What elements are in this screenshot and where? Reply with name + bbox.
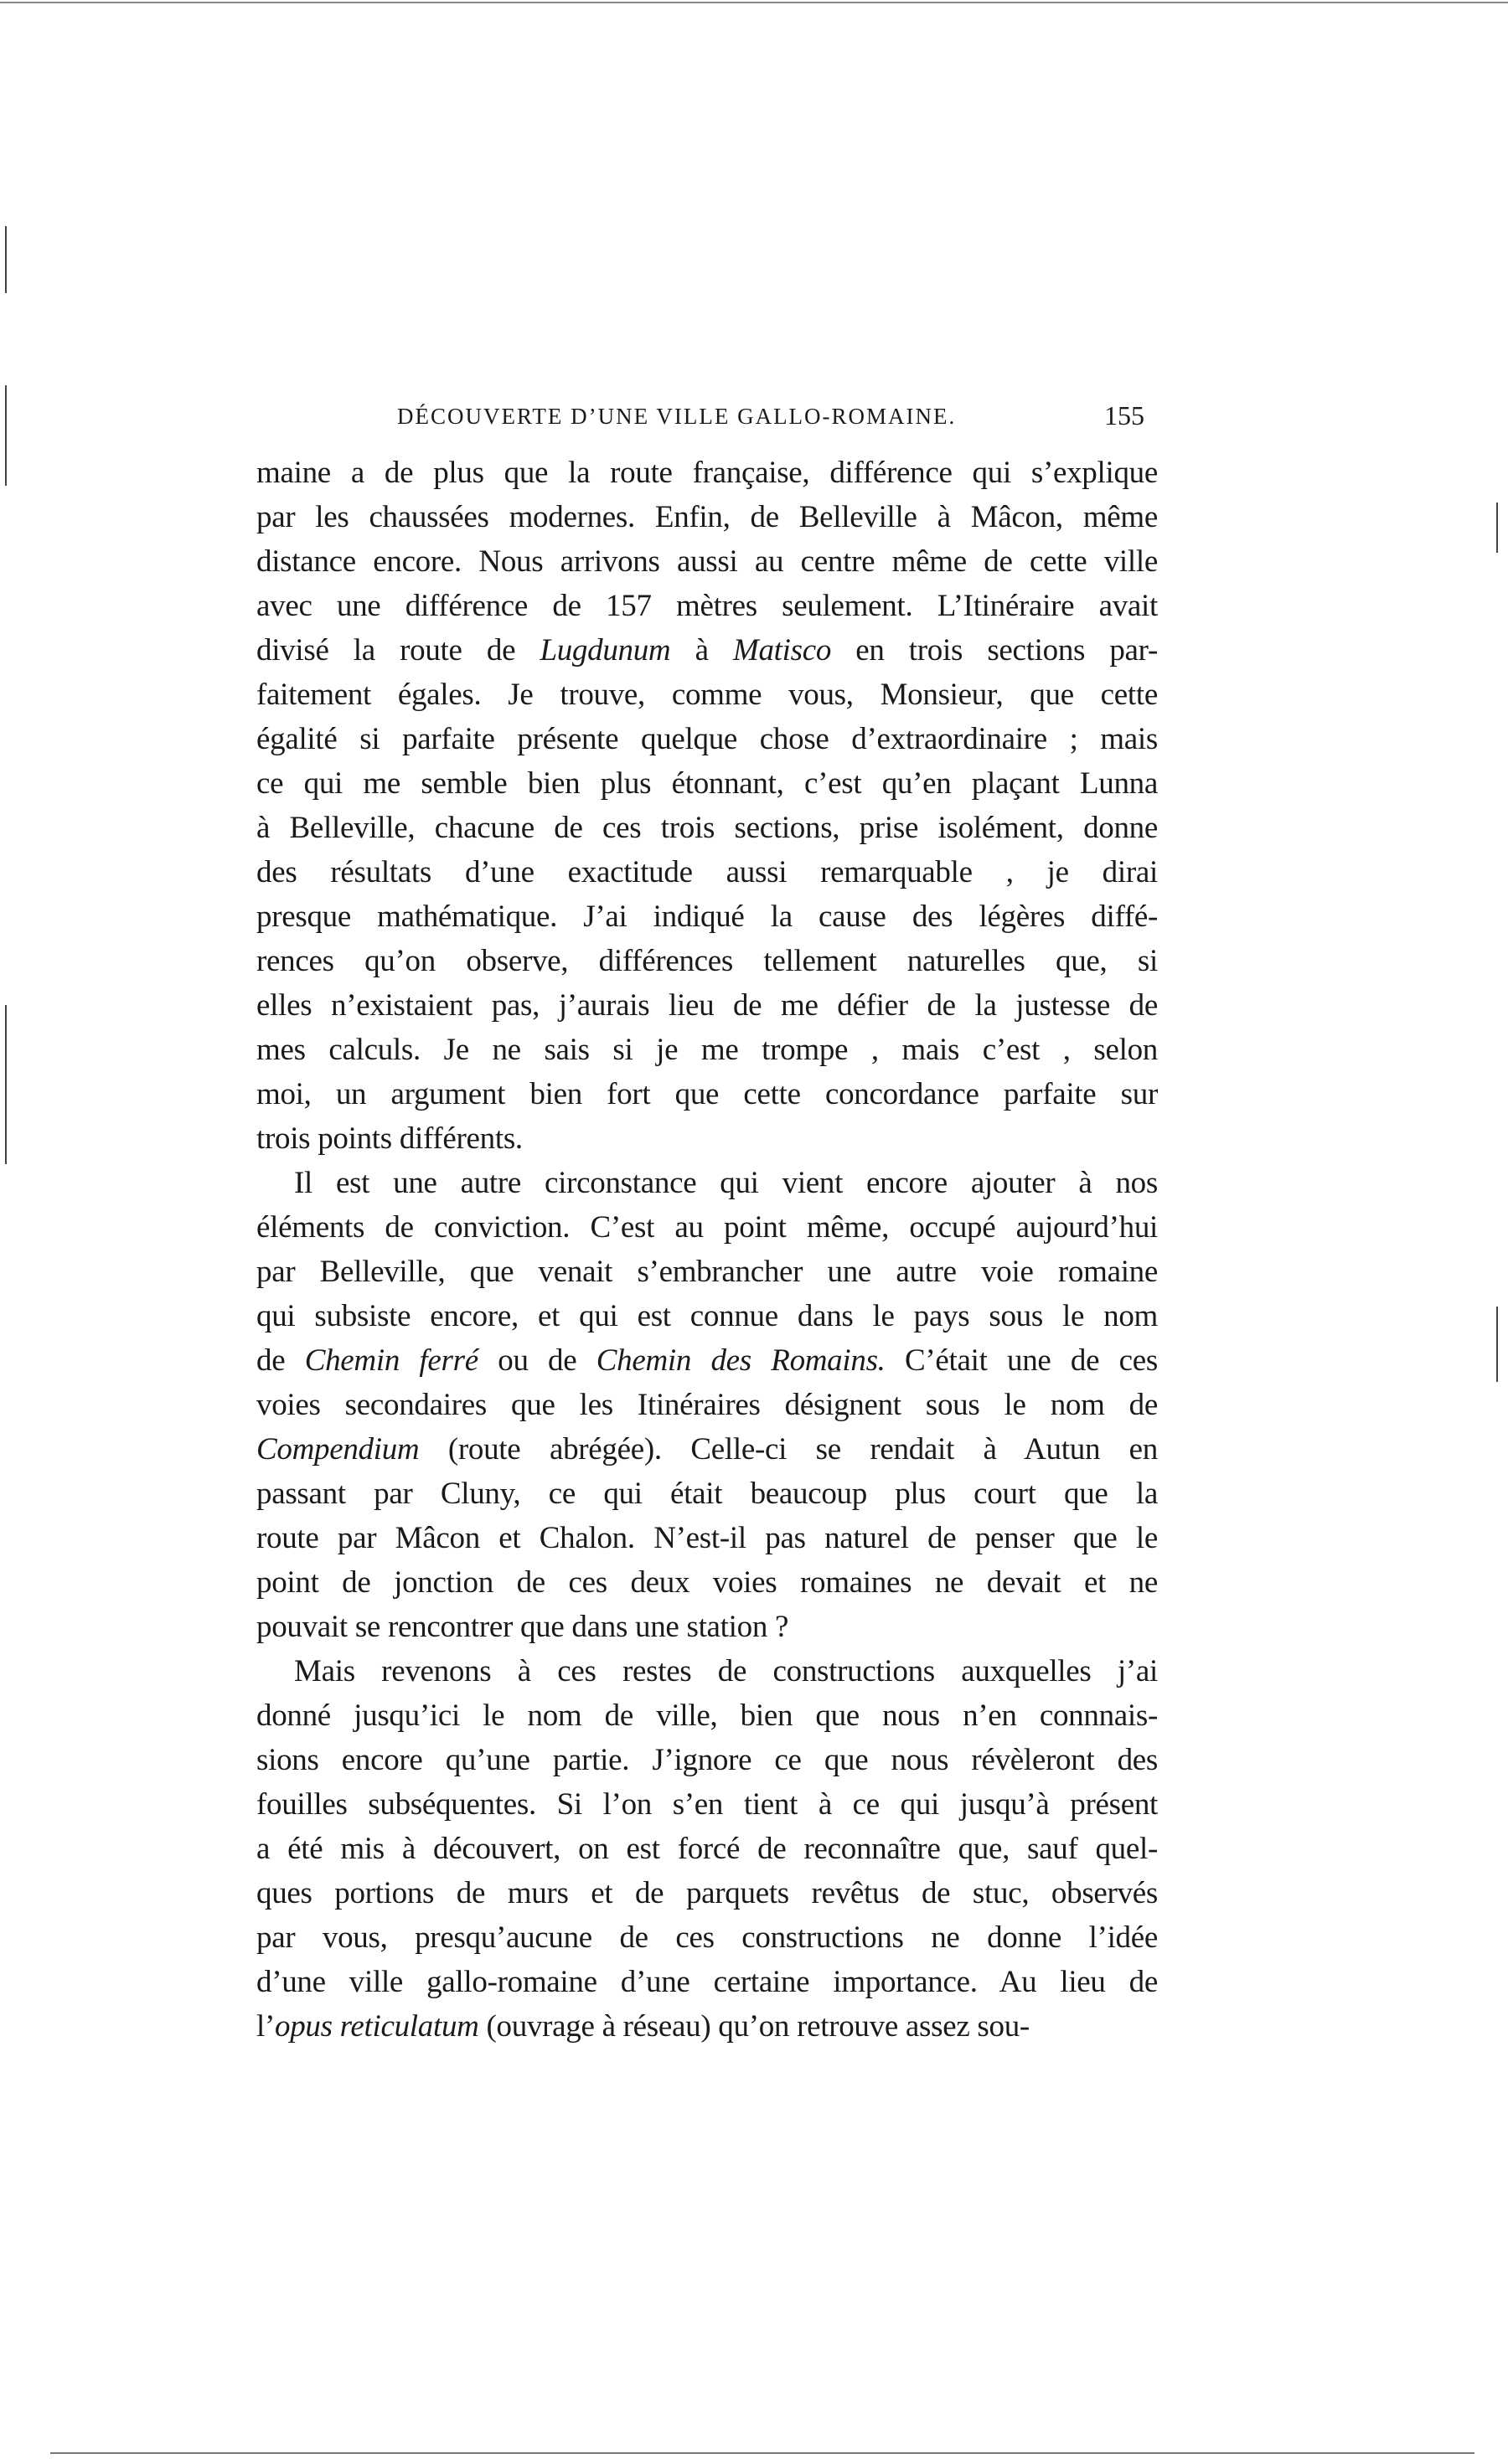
text-segment: (route abrégée). Celle-ci se rendait à Autun en: [419, 1432, 1158, 1467]
text-line: [256, 1383, 1158, 1427]
text-line: [256, 939, 1158, 983]
text-segment: par les chaussées modernes. Enfin, de Belleville à Mâcon, même: [256, 500, 1158, 534]
text-segment: avec une différence de 157 mètres seulement. L’Itinéraire avait: [256, 589, 1158, 623]
text-segment: rences qu’on observe, différences tellement naturelles que, si: [256, 944, 1158, 978]
text-segment: divisé la route de: [256, 633, 540, 668]
text-segment: sions encore qu’une partie. J’ignore ce que nous révèleront des: [256, 1743, 1158, 1777]
text-segment: ce qui me semble bien plus étonnant, c’est qu’en plaçant Lunna: [256, 766, 1158, 801]
text-segment: ques portions de murs et de parquets revêtus de stuc, observés: [256, 1876, 1158, 1910]
italic-text: Chemin des Romains.: [596, 1343, 886, 1378]
text-line: [256, 1427, 1158, 1472]
text-segment: Il est une autre circonstance qui vient encore ajouter à nos: [294, 1166, 1158, 1200]
text-segment: Mais revenons à ces restes de constructions auxquelles j’ai: [294, 1654, 1158, 1688]
text-segment: éléments de conviction. C’est au point même, occupé aujourd’hui: [256, 1210, 1158, 1245]
text-line: [256, 1871, 1158, 1915]
text-segment: faitement égales. Je trouve, comme vous, Monsieur, que cette: [256, 678, 1158, 712]
text-line: [256, 1116, 1158, 1161]
scan-top-edge: [0, 2, 1508, 3]
text-segment: trois points différents.: [256, 1121, 523, 1156]
text-segment: elles n’existaient pas, j’aurais lieu de me défier de la justesse de: [256, 988, 1158, 1023]
text-segment: passant par Cluny, ce qui était beaucoup plus court que la: [256, 1477, 1158, 1511]
text-line: [256, 1827, 1158, 1871]
page-number: 155: [1104, 400, 1144, 430]
text-segment: maine a de plus que la route française, différence qui s’explique: [256, 456, 1158, 490]
text-line: [256, 1560, 1158, 1605]
text-segment: mes calculs. Je ne sais si je me trompe , mais c’est , selon: [256, 1033, 1158, 1067]
scan-bottom-edge: [50, 2452, 1474, 2454]
text-line: [256, 1472, 1158, 1516]
text-segment: moi, un argument bien fort que cette concordance parfaite sur: [256, 1077, 1158, 1111]
text-segment: fouilles subséquentes. Si l’on s’en tient à ce qui jusqu’à présent: [256, 1787, 1158, 1822]
text-line: [256, 495, 1158, 539]
scan-right-mark: [1496, 503, 1498, 553]
text-segment: par vous, presqu’aucune de ces constructions ne donne l’idée: [256, 1920, 1158, 1955]
paragraph: [256, 451, 1158, 1161]
italic-text: Chemin ferré: [304, 1343, 478, 1378]
text-segment: d’une ville gallo-romaine d’une certaine importance. Au lieu de: [256, 1965, 1158, 1999]
text-segment: des résultats d’une exactitude aussi remarquable , je dirai: [256, 855, 1158, 889]
text-segment: à: [670, 633, 733, 668]
text-line: [256, 1072, 1158, 1116]
paragraph: [256, 1161, 1158, 1649]
text-line: [256, 1693, 1158, 1738]
text-segment: (ouvrage à réseau) qu’on retrouve assez sou-: [478, 2009, 1030, 2044]
text-line: [256, 1738, 1158, 1782]
text-segment: l’: [256, 2009, 276, 2044]
text-segment: qui subsiste encore, et qui est connue dans le pays sous le nom: [256, 1299, 1158, 1333]
text-line: [256, 1605, 1158, 1649]
text-line: [256, 806, 1158, 850]
text-line: [256, 1782, 1158, 1827]
text-segment: pouvait se rencontrer que dans une station ?: [256, 1610, 789, 1644]
text-line: [256, 451, 1158, 495]
text-segment: a été mis à découvert, on est forcé de reconnaître que, sauf quel-: [256, 1832, 1158, 1866]
text-line: [256, 894, 1158, 939]
text-segment: presque mathématique. J’ai indiqué la cause des légères diffé-: [256, 900, 1158, 934]
text-line: [256, 1516, 1158, 1560]
running-title: DÉCOUVERTE D’UNE VILLE GALLO-ROMAINE.: [397, 404, 957, 429]
text-line: [256, 1250, 1158, 1294]
scan-left-mark: [5, 1005, 7, 1164]
text-segment: point de jonction de ces deux voies romaines ne devait et ne: [256, 1565, 1158, 1600]
text-segment: de: [256, 1343, 305, 1378]
text-segment: voies secondaires que les Itinéraires désignent sous le nom de: [256, 1388, 1158, 1422]
text-segment: route par Mâcon et Chalon. N’est-il pas naturel de penser que le: [256, 1521, 1158, 1555]
italic-text: Matisco: [732, 633, 832, 668]
text-line: [256, 1294, 1158, 1338]
text-line: [256, 1915, 1158, 1960]
scan-right-mark: [1496, 1307, 1498, 1382]
text-line: [256, 983, 1158, 1028]
text-line: [256, 2004, 1158, 2049]
text-segment: C’était une de ces: [885, 1343, 1158, 1378]
text-line: [256, 1649, 1158, 1693]
text-line: [256, 673, 1158, 717]
text-line: [256, 628, 1158, 673]
text-line: [256, 761, 1158, 806]
text-line: [256, 1338, 1158, 1383]
text-segment: distance encore. Nous arrivons aussi au centre même de cette ville: [256, 544, 1158, 579]
text-segment: en trois sections par-: [831, 633, 1158, 668]
text-line: [256, 1161, 1158, 1205]
text-segment: par Belleville, que venait s’embrancher une autre voie romaine: [256, 1255, 1158, 1289]
italic-text: opus reticulatum: [275, 2009, 479, 2044]
text-segment: égalité si parfaite présente quelque chose d’extraordinaire ; mais: [256, 722, 1158, 756]
text-segment: à Belleville, chacune de ces trois sections, prise isolément, donne: [256, 811, 1158, 845]
text-segment: donné jusqu’ici le nom de ville, bien que nous n’en connnais-: [256, 1699, 1158, 1733]
text-line: [256, 584, 1158, 628]
italic-text: Compendium: [256, 1432, 420, 1467]
scan-left-mark: [5, 226, 7, 293]
paragraph: [256, 1649, 1158, 2049]
italic-text: Lugdunum: [540, 633, 671, 668]
text-segment: ou de: [478, 1343, 596, 1378]
text-line: [256, 850, 1158, 894]
scan-left-mark: [5, 385, 7, 486]
text-line: [256, 717, 1158, 761]
text-line: [256, 1960, 1158, 2004]
text-line: [256, 539, 1158, 584]
body-text: [256, 451, 1158, 2049]
text-line: [256, 1028, 1158, 1072]
text-line: [256, 1205, 1158, 1250]
